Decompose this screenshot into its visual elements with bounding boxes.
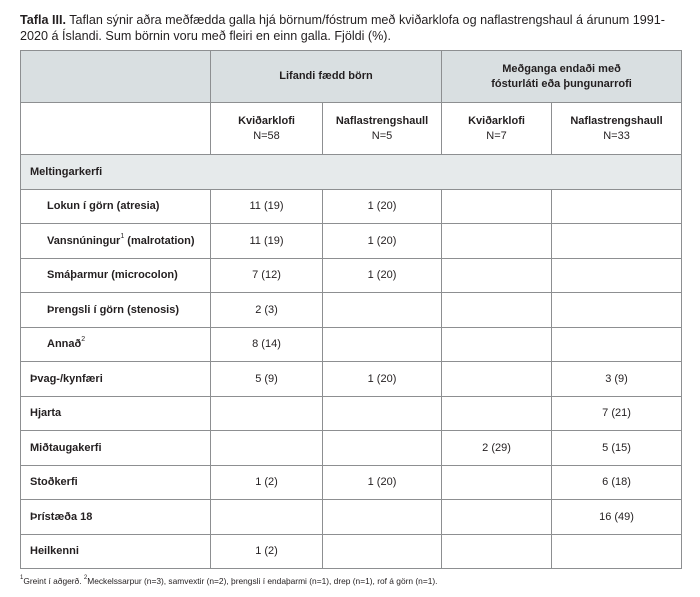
footnote-text-1: Greint í aðgerð.: [23, 576, 84, 586]
table-cell: [552, 224, 682, 259]
column-header: [211, 103, 323, 155]
table-row: [21, 258, 682, 293]
table-row: [21, 327, 682, 362]
table-row: [21, 534, 682, 569]
row-label: Miðtaugakerfi: [21, 431, 211, 466]
table-row: [21, 293, 682, 328]
subheader-empty-cell: [21, 103, 211, 155]
column-n: N=7: [486, 129, 507, 142]
table-cell: [552, 534, 682, 569]
table-cell: 1 (20): [323, 258, 442, 293]
table-cell: [211, 396, 323, 431]
table-cell: 2 (3): [211, 293, 323, 328]
table-cell: [211, 431, 323, 466]
table-column-header-row: [21, 103, 682, 155]
table-cell: 1 (20): [323, 465, 442, 500]
table-row: [21, 465, 682, 500]
column-header: [323, 103, 442, 155]
table-cell: 11 (19): [211, 224, 323, 259]
table-cell: [442, 189, 552, 224]
row-label: Þrengsli í görn (stenosis): [21, 293, 211, 328]
table-row: [21, 500, 682, 535]
table-cell: [323, 534, 442, 569]
table-row: [21, 224, 682, 259]
table-cell: [323, 396, 442, 431]
table-cell: [442, 293, 552, 328]
caption-text: Taflan sýnir aðra meðfædda galla hjá börnum/fóstrum með kviðarklofa og naflastrengshaul á árunum 1991-2020 á Íslandi. Sum börnin voru með fleiri en einn galla. Fjöldi (%).: [20, 13, 665, 43]
section-row: [21, 155, 682, 190]
caption-lead: Tafla III.: [20, 13, 66, 27]
table-cell: [442, 396, 552, 431]
column-header: [442, 103, 552, 155]
column-n: N=33: [603, 129, 630, 142]
table-cell: 3 (9): [552, 362, 682, 397]
footnote-marker-2: 2: [83, 575, 88, 581]
column-name: Naflastrengshaull: [570, 114, 663, 127]
table-cell: 7 (12): [211, 258, 323, 293]
table-cell: [442, 500, 552, 535]
header-empty-cell: [21, 51, 211, 103]
table-cell: 1 (20): [323, 189, 442, 224]
table-cell: [442, 224, 552, 259]
table-cell: [442, 258, 552, 293]
table-cell: [323, 293, 442, 328]
table-row: [21, 362, 682, 397]
table-row: [21, 396, 682, 431]
table-row: [21, 431, 682, 466]
anomalies-table: [20, 50, 682, 569]
column-header: [552, 103, 682, 155]
table-row: [21, 189, 682, 224]
row-label-rest: (malrotation): [124, 234, 195, 247]
group-header-live-births: Lifandi fædd börn: [211, 51, 442, 103]
table-cell: [552, 258, 682, 293]
column-n: N=58: [253, 129, 280, 142]
row-label: Stoðkerfi: [21, 465, 211, 500]
table-cell: 16 (49): [552, 500, 682, 535]
column-name: Kviðarklofi: [468, 114, 525, 127]
row-label-text: Vansnúningur: [47, 234, 121, 247]
table-cell: 1 (2): [211, 465, 323, 500]
table-cell: 8 (14): [211, 327, 323, 362]
table-footnote: [20, 576, 438, 586]
table-cell: [323, 431, 442, 466]
section-label: Meltingarkerfi: [21, 155, 682, 190]
column-name: Naflastrengshaull: [335, 114, 429, 127]
row-label: Þrístæða 18: [21, 500, 211, 535]
row-label: Þvag-/kynfæri: [21, 362, 211, 397]
column-n: N=5: [371, 129, 393, 142]
row-label-text: Annað: [47, 338, 82, 351]
table-cell: 1 (20): [323, 362, 442, 397]
table-cell: [323, 327, 442, 362]
table-cell: 1 (2): [211, 534, 323, 569]
table-caption: [20, 12, 690, 44]
table-cell: [552, 189, 682, 224]
row-label: [21, 327, 211, 362]
table-cell: 6 (18): [552, 465, 682, 500]
table-cell: [211, 500, 323, 535]
table-cell: 1 (20): [323, 224, 442, 259]
table-cell: 5 (15): [552, 431, 682, 466]
table-cell: [442, 534, 552, 569]
footnote-marker-1: 1: [20, 575, 24, 581]
table-cell: 7 (21): [552, 396, 682, 431]
row-label: Heilkenni: [21, 534, 211, 569]
group2-line2: fósturláti eða þungunarrofi: [491, 77, 632, 90]
row-label: Hjarta: [21, 396, 211, 431]
table-cell: 11 (19): [211, 189, 323, 224]
table-group-header-row: [21, 51, 682, 103]
table-cell: [323, 500, 442, 535]
row-label: [21, 224, 211, 259]
column-name: Kviðarklofi: [238, 114, 295, 127]
table-cell: [442, 465, 552, 500]
table-cell: [552, 293, 682, 328]
group2-line1: Meðganga endaði með: [502, 62, 621, 75]
row-label: Lokun í görn (atresia): [21, 189, 211, 224]
footnote-marker: 1: [120, 232, 125, 240]
table-cell: 2 (29): [442, 431, 552, 466]
table-cell: 5 (9): [211, 362, 323, 397]
footnote-marker: 2: [81, 336, 86, 344]
table-cell: [552, 327, 682, 362]
row-label: Smáþarmur (microcolon): [21, 258, 211, 293]
group-header-pregnancy-ended: [442, 51, 682, 103]
table-cell: [442, 327, 552, 362]
footnote-text-2: Meckelssarpur (n=3), samvextir (n=2), þrengsli í endaþarmi (n=1), drep (n=1), rof á görn (n=1).: [87, 576, 438, 586]
table-cell: [442, 362, 552, 397]
